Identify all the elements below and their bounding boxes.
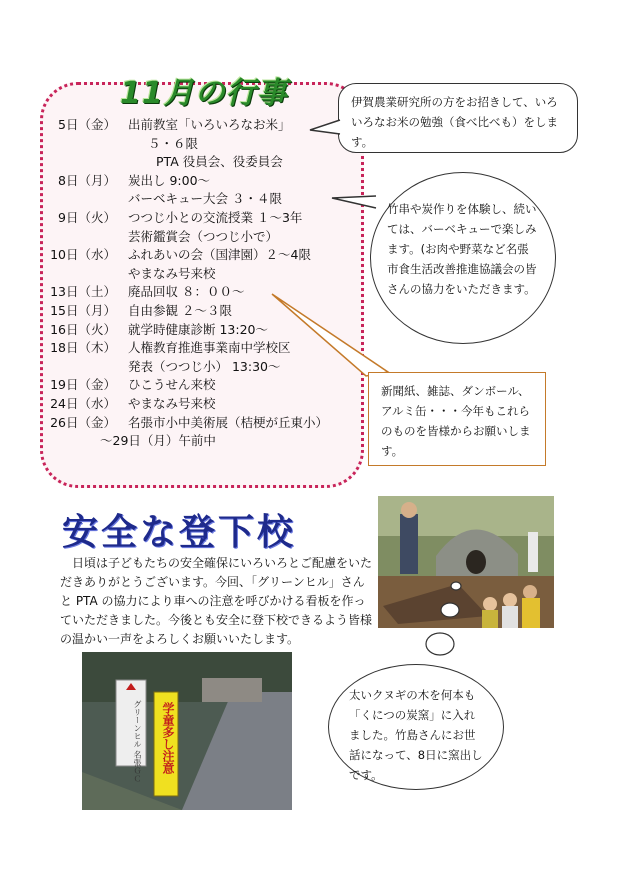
safety-body: 日頃は子どもたちの安全確保にいろいろとご配慮をいただきありがとうございます。今回、「グリーンヒル」さんと PTA の協力により車への注意を呼びかける看板を作っていただきました。今後とも安全に登下校できるよう皆様の温かい一声をよろしくお願いいたします。	[60, 556, 373, 646]
event-text: やまなみ号来校	[128, 396, 216, 411]
event-date: 24日（水）	[50, 396, 116, 411]
event-date: 26日（金）	[50, 414, 116, 430]
callout-rice: 伊賀農業研究所の方をお招きして、いろいろなお米の勉強（食べ比べも）をします。	[338, 83, 578, 153]
event-date: 5日（金）	[58, 117, 116, 132]
event-date: 16日（火）	[50, 321, 116, 337]
event-date: 13日（土）	[50, 284, 116, 300]
event-text: 就学時健康診断 13:20～	[128, 321, 268, 337]
event-text: 自由参観 ２～３限	[128, 303, 232, 318]
event-text: ５・６限	[148, 135, 199, 151]
event-text: PTA 役員会、役委員会	[156, 154, 283, 170]
event-text: 名張市小中美術展（桔梗が丘東小）	[128, 414, 329, 430]
sign-caution-text: 学童多し注意	[161, 702, 175, 774]
event-text: バーベキュー大会 ３・４限	[128, 191, 282, 207]
callout-charcoal: 太いクヌギの木を何本も「くにつの炭窯」に入れました。竹島さんにお世話になって、8日に窯出しです。	[328, 664, 504, 790]
event-text: ～29日（月）午前中	[100, 433, 216, 449]
event-date: 10日（水）	[50, 247, 116, 263]
event-text: やまなみ号来校	[128, 265, 216, 281]
events-title: 11月の行事	[120, 76, 288, 111]
event-date: 8日（月）	[58, 172, 116, 188]
sign-greenhill-text: グリーンヒル 名張ＧＣ	[133, 700, 142, 783]
event-text: 炭出し 9:00～	[128, 172, 211, 188]
event-date: 9日（火）	[58, 210, 116, 225]
callout-bbq-tail	[330, 192, 380, 212]
safety-title: 安全な登下校	[62, 512, 297, 553]
thought-bubble-dots	[420, 578, 480, 674]
event-text: ふれあいの会（国津園）２～4限	[128, 247, 311, 263]
road-sign-photo	[82, 652, 292, 810]
event-text: つつじ小との交流授業 １～3年	[128, 210, 303, 225]
event-text: 人権教育推進事業南中学校区	[128, 340, 291, 356]
callout-bbq: 竹串や炭作りを体験し、続いては、バーベキューで楽しみます。(お肉や野菜など名張市食生活改善推進協議会の皆さんの協力をいただきます。	[370, 172, 556, 344]
event-text: 出前教室「いろいろなお米」	[128, 117, 291, 132]
event-date: 15日（月）	[50, 303, 116, 318]
callout-rice-tail	[308, 118, 348, 138]
event-text: 発表（つつじ小） 13:30～	[128, 358, 281, 374]
event-text: 芸術鑑賞会（つつじ小で）	[128, 228, 279, 244]
callout-recycle: 新聞紙、雑誌、ダンボール、アルミ缶・・・今年もこれらのものを皆様からお願いします。	[368, 372, 546, 466]
event-date: 18日（木）	[50, 340, 116, 356]
event-text: ひこうせん来校	[128, 377, 216, 393]
callout-recycle-tail	[270, 292, 390, 382]
event-text: 廃品回収 ８：００～	[128, 284, 245, 300]
event-date: 19日（金）	[50, 377, 116, 393]
